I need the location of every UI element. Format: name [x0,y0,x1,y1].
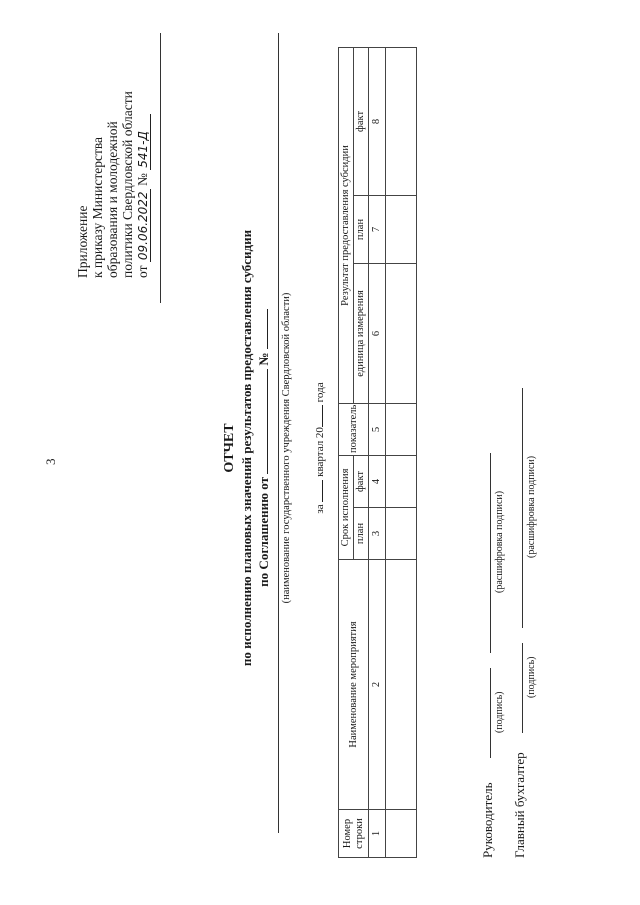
head-decode-caption: (расшифровка подписи) [494,490,505,593]
table-cell[interactable] [386,263,417,403]
head-signature-line[interactable] [490,668,491,758]
period-suffix: года [314,382,326,403]
column-number-row [369,47,386,857]
column-number: 6 [369,263,386,403]
header-row-number: Номер строки [339,810,369,858]
column-number: 4 [369,455,386,507]
header-deadline: Срок исполнения [339,455,354,559]
head-signature-label: Руководитель [480,782,495,858]
column-number: 3 [369,508,386,560]
appendix-date-line [135,23,151,278]
header-indicator: показатель [339,403,369,455]
column-number: 2 [369,560,386,810]
header-result-plan: план [354,195,369,263]
header-activity-name: Наименование мероприятия [339,560,369,810]
report-title: ОТЧЕТ [222,423,237,473]
appendix-line: к приказу Министерства [90,136,105,278]
table-row [386,47,417,857]
column-number: 5 [369,403,386,455]
organization-caption: (наименование государственного учреждения Свердловской области) [281,292,292,604]
table-cell[interactable] [386,455,417,507]
table-cell[interactable] [386,47,417,195]
header-result-group: Результат предоставления субсидии [339,47,354,403]
column-number: 7 [369,195,386,263]
head-signature-caption: (подпись) [494,691,505,733]
agreement-number-sign: № [256,352,271,366]
page-number: 3 [43,458,58,465]
header-unit: единица измерения [354,263,369,403]
period-line [310,18,326,878]
column-number: 8 [369,47,386,195]
appendix-line: Приложение [75,205,90,278]
quarter-blank[interactable] [310,480,323,502]
header-deadline-fact: факт [354,455,369,507]
report-table [338,47,417,858]
agreement-number-blank[interactable] [255,309,268,349]
period-mid: квартал 20 [314,427,326,477]
appendix-number-sign: № [135,173,150,187]
handwritten-order-number: 541-Д [136,114,151,170]
agreement-line [255,18,272,878]
table-cell[interactable] [386,508,417,560]
table-cell[interactable] [386,810,417,858]
header-result-fact: факт [354,47,369,195]
appendix-block [75,23,151,278]
table-cell[interactable] [386,403,417,455]
accountant-decode-line[interactable] [522,388,523,628]
agreement-date-blank[interactable] [255,369,268,474]
appendix-line: политики Свердловской области [120,91,135,278]
table-cell[interactable] [386,560,417,810]
report-subtitle: по исполнению плановых значений результатов предоставления субсидии [239,229,254,667]
document-sheet [40,18,620,878]
accountant-decode-caption: (расшифровка подписи) [526,455,537,558]
appendix-line: образования и молодежной [105,121,120,278]
top-divider [160,33,161,303]
organization-name-line[interactable] [278,33,279,833]
agreement-prefix: по Соглашению от [256,477,271,587]
header-deadline-plan: план [354,508,369,560]
accountant-signature-line[interactable] [522,643,523,733]
appendix-from-prefix: от [135,265,150,278]
handwritten-date: 09.06.2022 [136,191,150,261]
table-cell[interactable] [386,195,417,263]
accountant-signature-caption: (подпись) [526,656,537,698]
column-number: 1 [369,810,386,858]
head-decode-line[interactable] [490,453,491,653]
period-prefix: за [314,504,326,514]
year-blank[interactable] [310,405,323,427]
accountant-signature-label: Главный бухгалтер [512,752,527,858]
